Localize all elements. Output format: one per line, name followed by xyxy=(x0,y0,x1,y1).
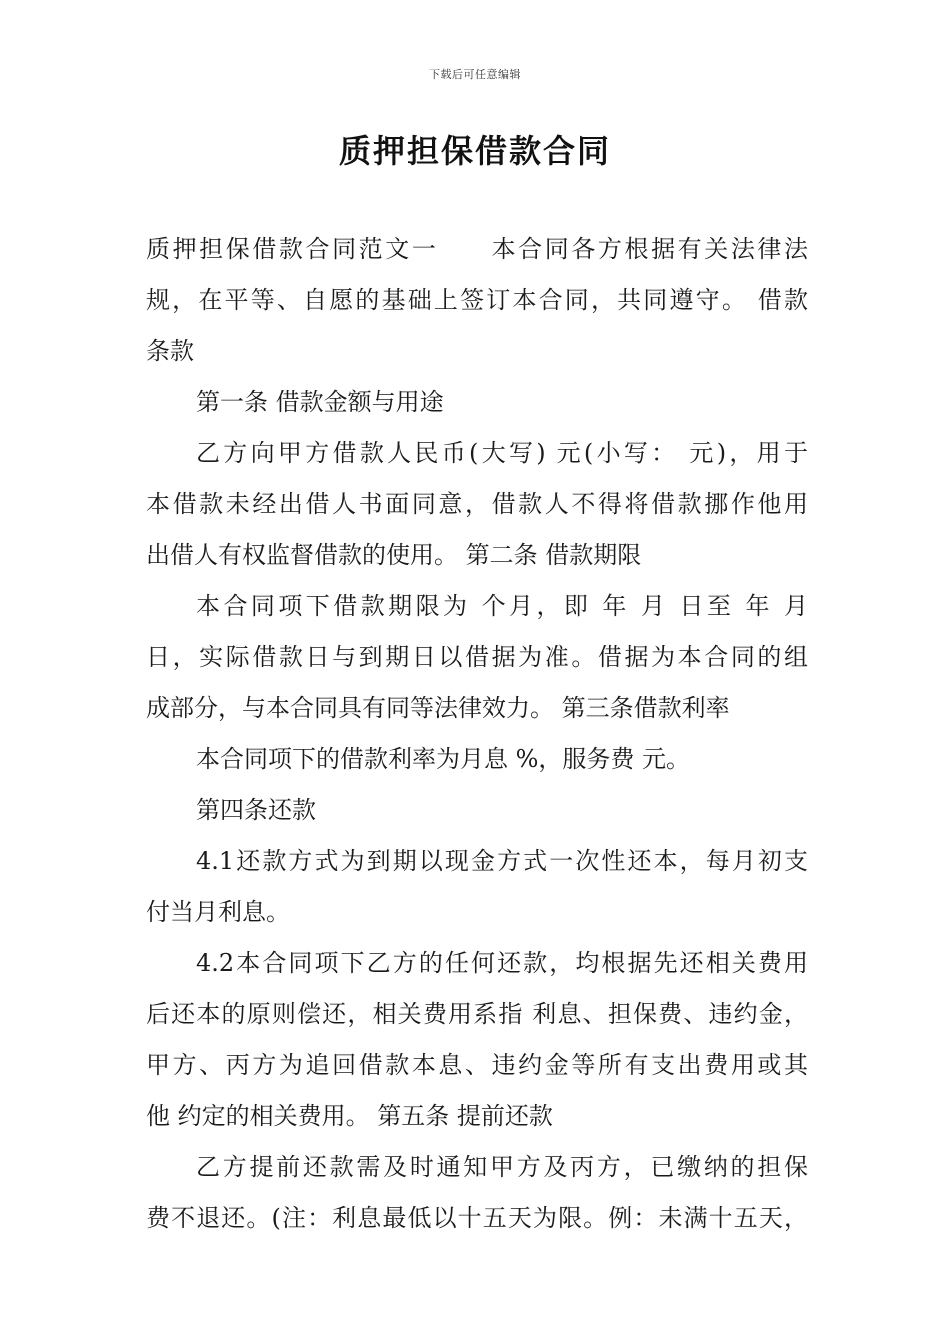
text-line: 质押担保借款合同范文一 本合同各方根据有关法律法 xyxy=(146,235,808,263)
text-line: 本借款未经出借人书面同意，借款人不得将借款挪作他用 xyxy=(146,490,808,518)
section-heading: 第四条还款 xyxy=(196,796,316,824)
text-line: 乙方提前还款需及时通知甲方及丙方，已缴纳的担保 xyxy=(196,1153,808,1181)
text-line: 本合同项下的借款利率为月息 %，服务费 元。 xyxy=(196,745,691,773)
document-title: 质押担保借款合同 xyxy=(338,132,611,170)
header-note: 下载后可任意编辑 xyxy=(429,68,521,81)
document-body xyxy=(146,224,808,1244)
section-heading: 第一条 借款金额与用途 xyxy=(196,388,444,416)
text-line: 条款 xyxy=(146,337,194,365)
text-line: 规，在平等、自愿的基础上签订本合同，共同遵守。 借款 xyxy=(146,286,808,314)
text-line: 乙方向甲方借款人民币(大写) 元(小写： 元)，用于 xyxy=(196,439,808,467)
text-line: 费不退还。(注：利息最低以十五天为限。例：未满十五天， xyxy=(146,1204,808,1232)
text-line: 4.1还款方式为到期以现金方式一次性还本，每月初支 xyxy=(196,847,808,875)
text-line: 成部分，与本合同具有同等法律效力。 第三条借款利率 xyxy=(146,694,730,722)
text-line: 本合同项下借款期限为 个月，即 年 月 日至 年 月 xyxy=(196,592,808,620)
text-line: 出借人有权监督借款的使用。 第二条 借款期限 xyxy=(146,541,642,569)
text-line: 甲方、丙方为追回借款本息、违约金等所有支出费用或其 xyxy=(146,1051,808,1079)
text-line: 日，实际借款日与到期日以借据为准。借据为本合同的组 xyxy=(146,643,808,671)
text-line: 他 约定的相关费用。 第五条 提前还款 xyxy=(146,1102,553,1130)
text-line: 4.2本合同项下乙方的任何还款，均根据先还相关费用 xyxy=(196,949,808,977)
text-line: 付当月利息。 xyxy=(146,898,290,926)
text-line: 后还本的原则偿还，相关费用系指 利息、担保费、违约金， xyxy=(146,1000,808,1028)
